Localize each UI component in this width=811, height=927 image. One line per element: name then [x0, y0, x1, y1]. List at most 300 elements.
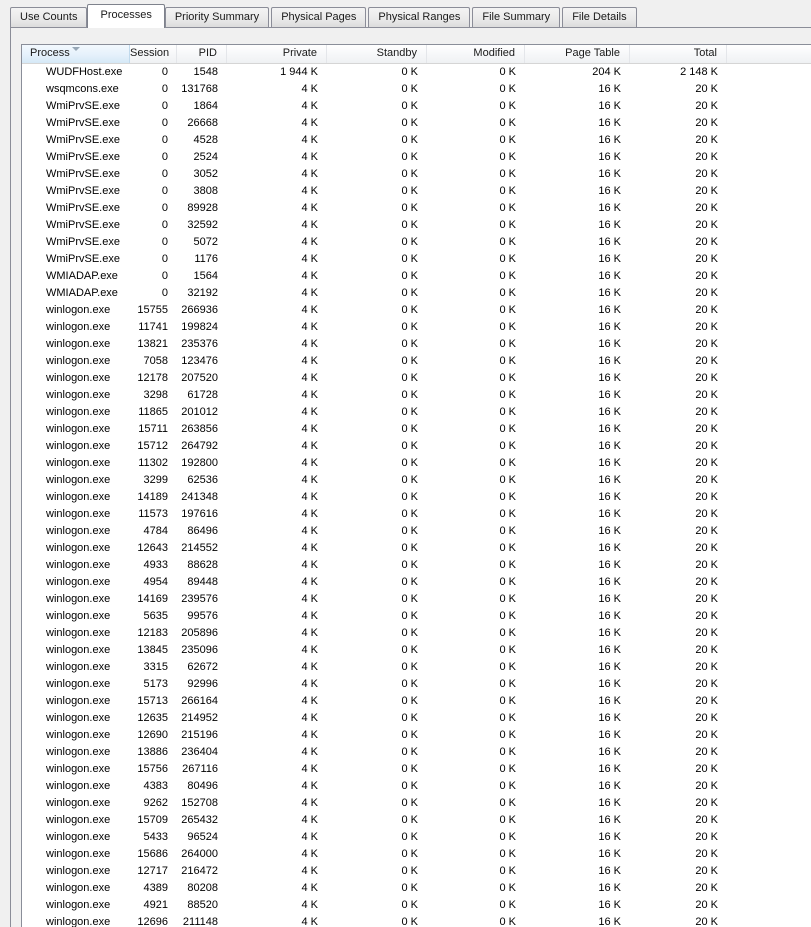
- cell-filler: [727, 132, 811, 149]
- cell-page_table: 16 K: [598, 763, 621, 775]
- cell-total: 20 K: [695, 848, 718, 860]
- cell-standby: 0 K: [401, 542, 418, 554]
- cell-pid: 3808: [193, 185, 218, 197]
- cell-private: 4 K: [301, 678, 318, 690]
- cell-page_table: 16 K: [598, 593, 621, 605]
- table-row[interactable]: [22, 98, 811, 115]
- cell-standby: 0 K: [401, 576, 418, 588]
- cell-total: 20 K: [695, 525, 718, 537]
- cell-pid: 265432: [181, 814, 218, 826]
- cell-standby: 0 K: [401, 83, 418, 95]
- cell-page_table: 16 K: [598, 168, 621, 180]
- cell-private: 4 K: [301, 253, 318, 265]
- cell-filler: [727, 370, 811, 387]
- cell-pid: 32592: [187, 219, 218, 231]
- cell-private: 4 K: [301, 372, 318, 384]
- cell-filler: [727, 251, 811, 268]
- cell-session: 0: [161, 151, 168, 163]
- cell-pid: 264792: [181, 440, 218, 452]
- table-row[interactable]: [22, 438, 811, 455]
- cell-filler: [727, 200, 811, 217]
- table-row[interactable]: [22, 183, 811, 200]
- cell-filler: [727, 302, 811, 319]
- cell-session: 0: [161, 185, 168, 197]
- cell-page_table: 16 K: [598, 899, 621, 911]
- table-row[interactable]: [22, 387, 811, 404]
- cell-pid: 131768: [181, 83, 218, 95]
- cell-session: 15712: [137, 440, 168, 452]
- cell-session: 0: [161, 287, 168, 299]
- cell-private: 4 K: [301, 321, 318, 333]
- table-row[interactable]: [22, 234, 811, 251]
- cell-filler: [727, 472, 811, 489]
- cell-private: 4 K: [301, 576, 318, 588]
- table-row[interactable]: [22, 251, 811, 268]
- table-header: [22, 45, 811, 64]
- cell-page_table: 16 K: [598, 389, 621, 401]
- cell-page_table: 16 K: [598, 423, 621, 435]
- cell-modified: 0 K: [499, 389, 516, 401]
- table-row[interactable]: [22, 710, 811, 727]
- cell-session: 5433: [143, 831, 168, 843]
- cell-page_table: 16 K: [598, 695, 621, 707]
- cell-modified: 0 K: [499, 899, 516, 911]
- cell-pid: 235376: [181, 338, 218, 350]
- cell-process: winlogon.exe: [46, 661, 111, 673]
- cell-standby: 0 K: [401, 882, 418, 894]
- table-row[interactable]: [22, 642, 811, 659]
- cell-private: 4 K: [301, 270, 318, 282]
- cell-modified: 0 K: [499, 661, 516, 673]
- cell-session: 9262: [143, 797, 168, 809]
- table-row[interactable]: [22, 353, 811, 370]
- cell-private: 4 K: [301, 304, 318, 316]
- cell-standby: 0 K: [401, 627, 418, 639]
- cell-private: 4 K: [301, 100, 318, 112]
- column-header-filler: [727, 45, 811, 63]
- cell-process: winlogon.exe: [46, 610, 111, 622]
- cell-private: 4 K: [301, 236, 318, 248]
- cell-standby: 0 K: [401, 729, 418, 741]
- cell-session: 0: [161, 83, 168, 95]
- cell-modified: 0 K: [499, 746, 516, 758]
- cell-process: winlogon.exe: [46, 865, 111, 877]
- cell-standby: 0 K: [401, 661, 418, 673]
- cell-total: 20 K: [695, 695, 718, 707]
- cell-modified: 0 K: [499, 780, 516, 792]
- table-row[interactable]: [22, 336, 811, 353]
- cell-session: 15755: [137, 304, 168, 316]
- table-row[interactable]: [22, 489, 811, 506]
- cell-process: winlogon.exe: [46, 695, 111, 707]
- table-row[interactable]: [22, 863, 811, 880]
- column-header-standby[interactable]: Standby: [327, 45, 427, 63]
- cell-session: 12643: [137, 542, 168, 554]
- cell-pid: 1548: [193, 66, 218, 78]
- cell-standby: 0 K: [401, 746, 418, 758]
- table-row[interactable]: [22, 676, 811, 693]
- cell-total: 20 K: [695, 916, 718, 927]
- cell-total: 20 K: [695, 185, 718, 197]
- cell-session: 15713: [137, 695, 168, 707]
- cell-process: winlogon.exe: [46, 321, 111, 333]
- cell-filler: [727, 608, 811, 625]
- cell-private: 4 K: [301, 338, 318, 350]
- table-row[interactable]: [22, 659, 811, 676]
- cell-filler: [727, 880, 811, 897]
- cell-page_table: 16 K: [598, 338, 621, 350]
- cell-pid: 239576: [181, 593, 218, 605]
- table-row[interactable]: [22, 761, 811, 778]
- cell-page_table: 16 K: [598, 746, 621, 758]
- cell-pid: 264000: [181, 848, 218, 860]
- table-row[interactable]: [22, 217, 811, 234]
- cell-standby: 0 K: [401, 457, 418, 469]
- cell-session: 12690: [137, 729, 168, 741]
- cell-session: 12696: [137, 916, 168, 927]
- cell-pid: 5072: [193, 236, 218, 248]
- cell-pid: 152708: [181, 797, 218, 809]
- table-row[interactable]: [22, 149, 811, 166]
- cell-private: 4 K: [301, 746, 318, 758]
- cell-pid: 88628: [187, 559, 218, 571]
- table-row[interactable]: [22, 302, 811, 319]
- table-row[interactable]: [22, 285, 811, 302]
- cell-process: WmiPrvSE.exe: [46, 253, 120, 265]
- column-header-private[interactable]: Private: [227, 45, 327, 63]
- table-row[interactable]: [22, 557, 811, 574]
- table-row[interactable]: [22, 404, 811, 421]
- table-row[interactable]: [22, 778, 811, 795]
- cell-filler: [727, 676, 811, 693]
- cell-filler: [727, 863, 811, 880]
- cell-modified: 0 K: [499, 508, 516, 520]
- cell-standby: 0 K: [401, 814, 418, 826]
- cell-filler: [727, 353, 811, 370]
- table-row[interactable]: [22, 81, 811, 98]
- cell-page_table: 16 K: [598, 372, 621, 384]
- cell-total: 20 K: [695, 559, 718, 571]
- cell-total: 20 K: [695, 831, 718, 843]
- table-row[interactable]: [22, 744, 811, 761]
- cell-pid: 241348: [181, 491, 218, 503]
- cell-total: 20 K: [695, 678, 718, 690]
- cell-session: 0: [161, 270, 168, 282]
- cell-private: 4 K: [301, 525, 318, 537]
- cell-process: WmiPrvSE.exe: [46, 168, 120, 180]
- cell-standby: 0 K: [401, 66, 418, 78]
- cell-filler: [727, 812, 811, 829]
- cell-total: 20 K: [695, 763, 718, 775]
- cell-standby: 0 K: [401, 508, 418, 520]
- cell-page_table: 16 K: [598, 644, 621, 656]
- cell-private: 4 K: [301, 440, 318, 452]
- cell-session: 4389: [143, 882, 168, 894]
- cell-total: 20 K: [695, 746, 718, 758]
- cell-private: 4 K: [301, 916, 318, 927]
- cell-process: WmiPrvSE.exe: [46, 100, 120, 112]
- cell-pid: 267116: [182, 763, 218, 775]
- table-row[interactable]: [22, 370, 811, 387]
- cell-total: 20 K: [695, 457, 718, 469]
- cell-page_table: 16 K: [598, 848, 621, 860]
- table-row[interactable]: [22, 540, 811, 557]
- cell-standby: 0 K: [401, 899, 418, 911]
- table-row[interactable]: [22, 64, 811, 81]
- cell-total: 20 K: [695, 729, 718, 741]
- cell-pid: 266936: [181, 304, 218, 316]
- cell-pid: 266164: [181, 695, 218, 707]
- cell-process: winlogon.exe: [46, 372, 111, 384]
- cell-session: 5635: [143, 610, 168, 622]
- table-row[interactable]: [22, 812, 811, 829]
- cell-filler: [727, 234, 811, 251]
- table-row[interactable]: [22, 132, 811, 149]
- cell-standby: 0 K: [401, 695, 418, 707]
- cell-standby: 0 K: [401, 236, 418, 248]
- cell-session: 0: [161, 100, 168, 112]
- cell-page_table: 16 K: [598, 814, 621, 826]
- cell-private: 4 K: [301, 406, 318, 418]
- cell-modified: 0 K: [499, 831, 516, 843]
- cell-process: winlogon.exe: [46, 916, 111, 927]
- table-row[interactable]: [22, 319, 811, 336]
- tab-processes[interactable]: Processes: [87, 4, 164, 28]
- cell-process: winlogon.exe: [46, 627, 111, 639]
- cell-standby: 0 K: [401, 525, 418, 537]
- cell-filler: [727, 404, 811, 421]
- cell-total: 20 K: [695, 287, 718, 299]
- cell-session: 14169: [137, 593, 168, 605]
- cell-filler: [727, 574, 811, 591]
- cell-standby: 0 K: [401, 338, 418, 350]
- cell-process: winlogon.exe: [46, 831, 111, 843]
- table-row[interactable]: [22, 115, 811, 132]
- cell-page_table: 16 K: [598, 304, 621, 316]
- table-row[interactable]: [22, 897, 811, 914]
- table-row[interactable]: [22, 591, 811, 608]
- cell-private: 4 K: [301, 712, 318, 724]
- table-row[interactable]: [22, 625, 811, 642]
- cell-standby: 0 K: [401, 372, 418, 384]
- cell-session: 15686: [137, 848, 168, 860]
- cell-pid: 92996: [187, 678, 218, 690]
- cell-process: WmiPrvSE.exe: [46, 151, 120, 163]
- table-row[interactable]: [22, 421, 811, 438]
- table-row[interactable]: [22, 455, 811, 472]
- cell-private: 4 K: [301, 882, 318, 894]
- table-row[interactable]: [22, 880, 811, 897]
- cell-standby: 0 K: [401, 389, 418, 401]
- cell-standby: 0 K: [401, 678, 418, 690]
- cell-standby: 0 K: [401, 865, 418, 877]
- column-header-session[interactable]: Session: [130, 45, 177, 63]
- cell-pid: 205896: [181, 627, 218, 639]
- cell-filler: [727, 795, 811, 812]
- cell-page_table: 16 K: [598, 525, 621, 537]
- cell-filler: [727, 540, 811, 557]
- cell-pid: 32192: [187, 287, 218, 299]
- cell-filler: [727, 829, 811, 846]
- cell-pid: 96524: [187, 831, 218, 843]
- table-row[interactable]: [22, 200, 811, 217]
- column-header-page-table[interactable]: Page Table: [525, 45, 630, 63]
- tab-physical-pages[interactable]: Physical Pages: [271, 7, 366, 27]
- cell-filler: [727, 217, 811, 234]
- cell-total: 20 K: [695, 151, 718, 163]
- cell-modified: 0 K: [499, 474, 516, 486]
- cell-total: 20 K: [695, 593, 718, 605]
- cell-filler: [727, 115, 811, 132]
- table-row[interactable]: [22, 914, 811, 927]
- cell-private: 4 K: [301, 831, 318, 843]
- tab-physical-ranges[interactable]: Physical Ranges: [368, 7, 470, 27]
- cell-total: 20 K: [695, 406, 718, 418]
- cell-session: 3315: [143, 661, 168, 673]
- cell-standby: 0 K: [401, 763, 418, 775]
- cell-filler: [727, 625, 811, 642]
- cell-private: 4 K: [301, 134, 318, 146]
- cell-modified: 0 K: [499, 253, 516, 265]
- cell-total: 20 K: [695, 882, 718, 894]
- cell-standby: 0 K: [401, 100, 418, 112]
- cell-modified: 0 K: [499, 202, 516, 214]
- cell-pid: 192800: [181, 457, 218, 469]
- cell-standby: 0 K: [401, 610, 418, 622]
- cell-total: 20 K: [695, 168, 718, 180]
- column-header-modified[interactable]: Modified: [427, 45, 525, 63]
- cell-pid: 215196: [181, 729, 218, 741]
- cell-total: 20 K: [695, 202, 718, 214]
- cell-process: winlogon.exe: [46, 440, 111, 452]
- cell-private: 4 K: [301, 491, 318, 503]
- cell-modified: 0 K: [499, 304, 516, 316]
- cell-pid: 216472: [181, 865, 218, 877]
- cell-page_table: 16 K: [598, 865, 621, 877]
- table-row[interactable]: [22, 166, 811, 183]
- cell-modified: 0 K: [499, 270, 516, 282]
- cell-modified: 0 K: [499, 848, 516, 860]
- cell-modified: 0 K: [499, 763, 516, 775]
- cell-private: 4 K: [301, 695, 318, 707]
- cell-pid: 62536: [187, 474, 218, 486]
- cell-filler: [727, 846, 811, 863]
- table-row[interactable]: [22, 608, 811, 625]
- table-row[interactable]: [22, 523, 811, 540]
- cell-page_table: 16 K: [598, 882, 621, 894]
- column-header-process[interactable]: [22, 45, 130, 63]
- cell-private: 4 K: [301, 185, 318, 197]
- cell-filler: [727, 489, 811, 506]
- cell-page_table: 16 K: [598, 797, 621, 809]
- cell-modified: 0 K: [499, 712, 516, 724]
- cell-standby: 0 K: [401, 117, 418, 129]
- cell-standby: 0 K: [401, 134, 418, 146]
- table-row[interactable]: [22, 693, 811, 710]
- cell-modified: 0 K: [499, 287, 516, 299]
- cell-total: 20 K: [695, 134, 718, 146]
- cell-standby: 0 K: [401, 916, 418, 927]
- cell-standby: 0 K: [401, 270, 418, 282]
- cell-modified: 0 K: [499, 83, 516, 95]
- tab-priority-summary[interactable]: Priority Summary: [165, 7, 269, 27]
- cell-process: WUDFHost.exe: [46, 66, 123, 78]
- table-row[interactable]: [22, 268, 811, 285]
- cell-modified: 0 K: [499, 576, 516, 588]
- cell-pid: 86496: [187, 525, 218, 537]
- cell-filler: [727, 557, 811, 574]
- cell-page_table: 16 K: [598, 151, 621, 163]
- column-header-total[interactable]: Total: [630, 45, 727, 63]
- cell-page_table: 16 K: [598, 236, 621, 248]
- column-header-pid[interactable]: PID: [177, 45, 227, 63]
- cell-total: 20 K: [695, 474, 718, 486]
- cell-filler: [727, 268, 811, 285]
- cell-total: 20 K: [695, 338, 718, 350]
- cell-page_table: 16 K: [598, 508, 621, 520]
- cell-standby: 0 K: [401, 780, 418, 792]
- cell-process: winlogon.exe: [46, 848, 111, 860]
- table-row[interactable]: [22, 727, 811, 744]
- cell-filler: [727, 98, 811, 115]
- cell-pid: 197616: [181, 508, 218, 520]
- cell-page_table: 16 K: [598, 780, 621, 792]
- cell-total: 20 K: [695, 304, 718, 316]
- table-row[interactable]: [22, 846, 811, 863]
- cell-page_table: 16 K: [598, 729, 621, 741]
- tab-file-details[interactable]: File Details: [562, 7, 636, 27]
- cell-private: 4 K: [301, 168, 318, 180]
- cell-process: WmiPrvSE.exe: [46, 134, 120, 146]
- cell-pid: 1176: [194, 253, 218, 265]
- cell-pid: 2524: [193, 151, 218, 163]
- tab-file-summary[interactable]: File Summary: [472, 7, 560, 27]
- cell-page_table: 16 K: [598, 117, 621, 129]
- tab-use-counts[interactable]: Use Counts: [10, 7, 87, 27]
- table-row[interactable]: [22, 472, 811, 489]
- cell-page_table: 16 K: [598, 559, 621, 571]
- cell-total: 20 K: [695, 627, 718, 639]
- cell-session: 13845: [137, 644, 168, 656]
- cell-process: winlogon.exe: [46, 712, 111, 724]
- cell-process: winlogon.exe: [46, 542, 111, 554]
- cell-process: winlogon.exe: [46, 763, 111, 775]
- table-row[interactable]: [22, 829, 811, 846]
- cell-total: 20 K: [695, 253, 718, 265]
- table-row[interactable]: [22, 795, 811, 812]
- cell-modified: 0 K: [499, 559, 516, 571]
- cell-standby: 0 K: [401, 253, 418, 265]
- table-row[interactable]: [22, 506, 811, 523]
- cell-session: 0: [161, 202, 168, 214]
- cell-modified: 0 K: [499, 236, 516, 248]
- cell-modified: 0 K: [499, 355, 516, 367]
- cell-standby: 0 K: [401, 151, 418, 163]
- cell-standby: 0 K: [401, 644, 418, 656]
- cell-session: 0: [161, 236, 168, 248]
- table-row[interactable]: [22, 574, 811, 591]
- cell-total: 20 K: [695, 372, 718, 384]
- cell-page_table: 16 K: [598, 83, 621, 95]
- cell-private: 4 K: [301, 423, 318, 435]
- cell-process: winlogon.exe: [46, 525, 111, 537]
- cell-process: winlogon.exe: [46, 355, 111, 367]
- cell-process: winlogon.exe: [46, 797, 111, 809]
- cell-private: 4 K: [301, 508, 318, 520]
- cell-page_table: 16 K: [598, 491, 621, 503]
- cell-total: 20 K: [695, 117, 718, 129]
- cell-filler: [727, 693, 811, 710]
